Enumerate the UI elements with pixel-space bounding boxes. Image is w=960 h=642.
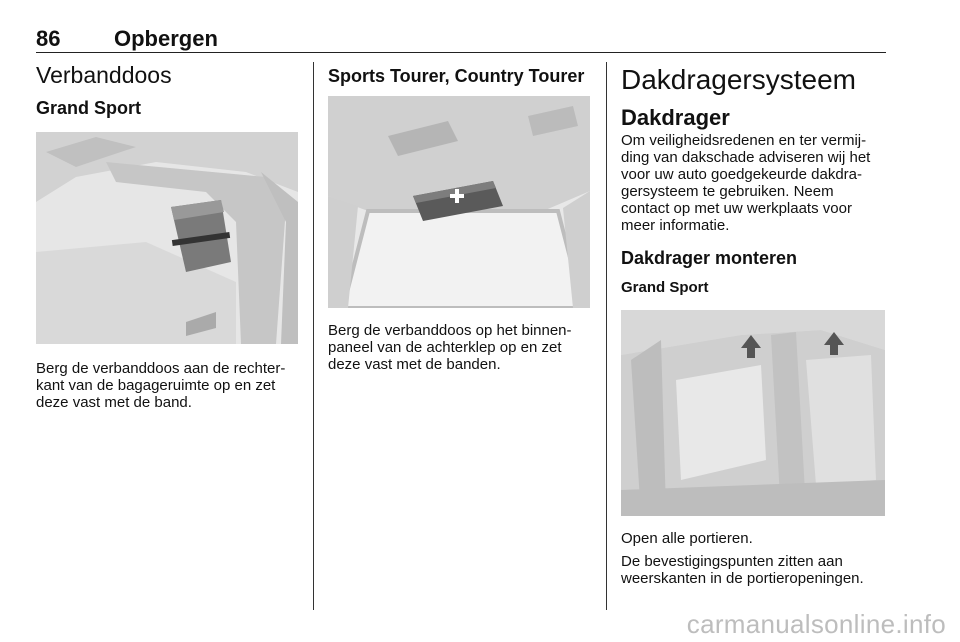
subheading: Dakdrager (621, 105, 730, 130)
page-number: 86 (36, 26, 61, 51)
body-text: Open alle portieren. (621, 530, 753, 547)
section-heading: Verbanddoos (36, 62, 172, 88)
watermark: carmanualsonline.info (686, 609, 946, 639)
column-first-aid-grand-sport (36, 60, 298, 411)
subheading: Grand Sport (36, 98, 142, 118)
section-heading: Dakdragersysteem (621, 64, 856, 95)
body-text: Om veiligheidsredenen en ter vermij-ding van dakschade adviseren wij het voor uw auto goedgekeurde dakdra-gersysteem te gebruiken. Neem contact op met uw werkplaats voor meer informatie. (621, 132, 871, 234)
body-text: Berg de verbanddoos aan de rechter-kant van de bagageruimte op en zet deze vast met de band. (36, 360, 286, 411)
running-title: Opbergen (114, 26, 218, 51)
body-text: De bevestigingspunten zitten aan weerskanten in de portieropeningen. (621, 553, 864, 587)
column-first-aid-sports-tourer (328, 60, 590, 373)
section-subtitle: Grand Sport (621, 279, 709, 296)
figure-first-aid-kit-cargo-area (36, 132, 298, 344)
page-header (36, 18, 886, 53)
figure-first-aid-kit-tailgate (328, 96, 590, 308)
column-divider (313, 62, 314, 610)
column-roof-rack (621, 60, 886, 587)
body-text: Berg de verbanddoos op het binnen-paneel van de achterklep op en zet deze vast met de banden. (328, 322, 572, 373)
subheading: Sports Tourer, Country Tourer (328, 66, 585, 86)
section-title: Dakdrager monteren (621, 248, 798, 268)
figure-roof-rack-mounting (621, 310, 885, 516)
column-divider (606, 62, 607, 610)
